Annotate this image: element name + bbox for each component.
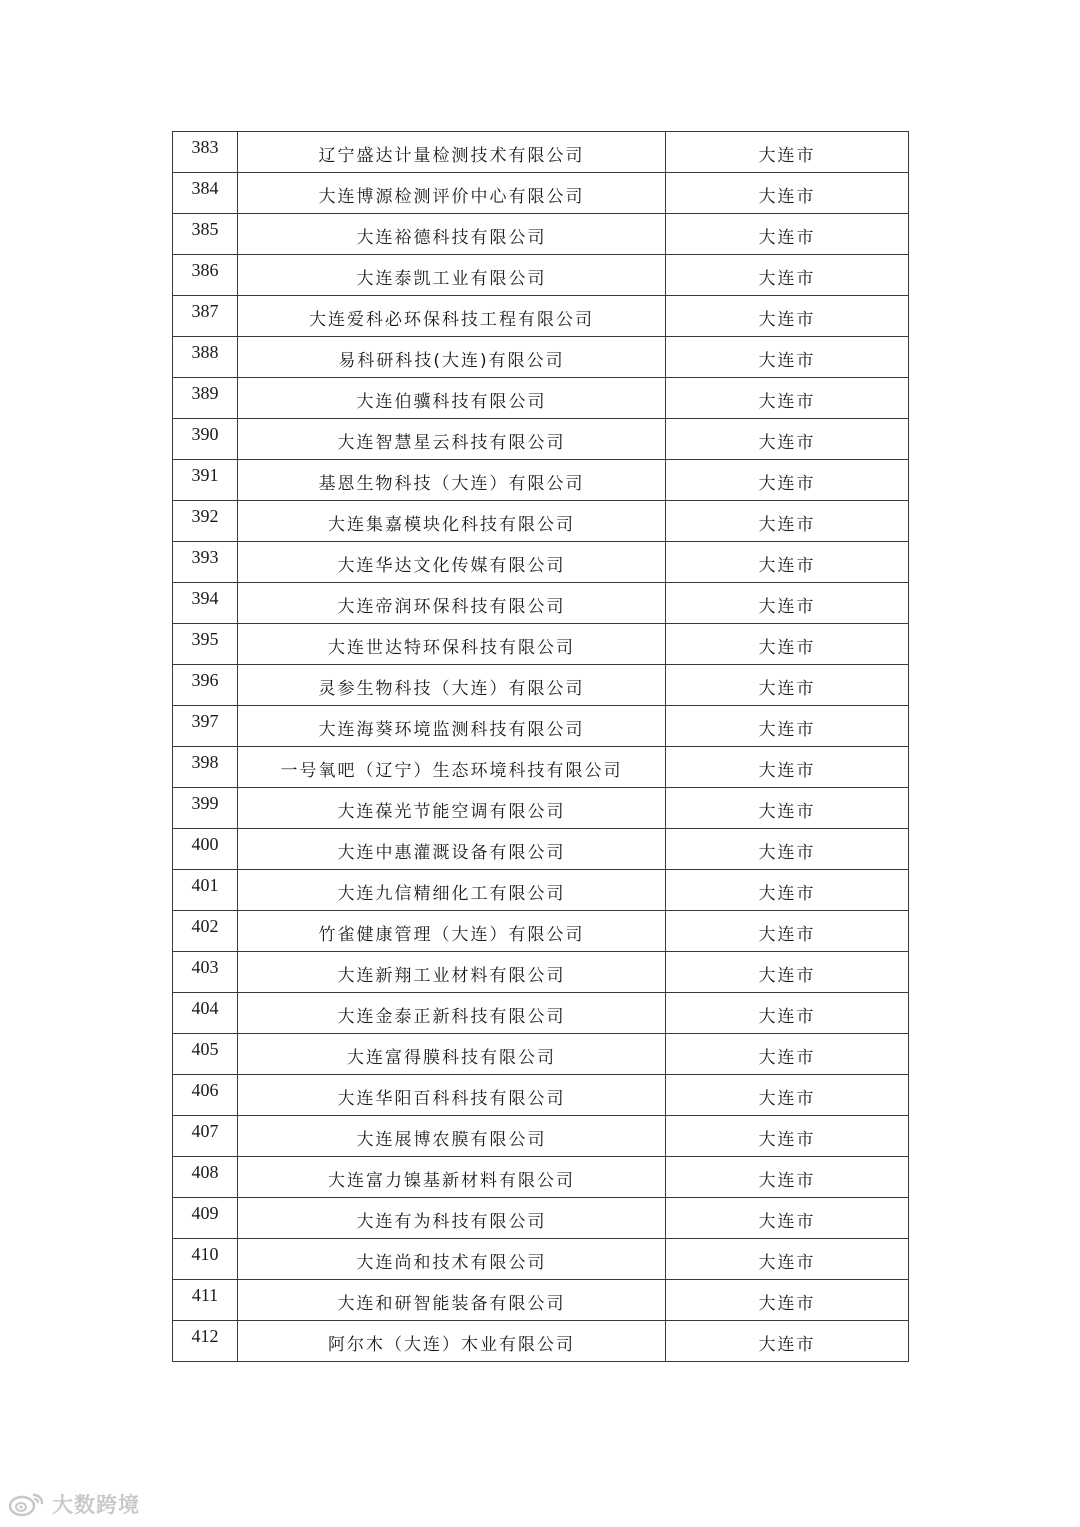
company-name-cell: 大连泰凯工业有限公司 (238, 255, 666, 296)
row-number-cell: 410 (173, 1239, 238, 1280)
table-row (173, 1116, 909, 1157)
table-row (173, 583, 909, 624)
company-name-cell: 大连智慧星云科技有限公司 (238, 419, 666, 460)
city-cell: 大连市 (666, 1280, 909, 1321)
company-name-cell: 大连葆光节能空调有限公司 (238, 788, 666, 829)
table-row (173, 788, 909, 829)
city-cell: 大连市 (666, 419, 909, 460)
row-number-cell: 406 (173, 1075, 238, 1116)
table-row (173, 296, 909, 337)
company-name-cell: 灵参生物科技（大连）有限公司 (238, 665, 666, 706)
city-cell: 大连市 (666, 1198, 909, 1239)
company-name-cell: 大连金泰正新科技有限公司 (238, 993, 666, 1034)
company-name-cell: 大连尚和技术有限公司 (238, 1239, 666, 1280)
company-name-cell: 大连博源检测评价中心有限公司 (238, 173, 666, 214)
company-name-cell: 大连有为科技有限公司 (238, 1198, 666, 1239)
city-cell: 大连市 (666, 1239, 909, 1280)
row-number-cell: 403 (173, 952, 238, 993)
city-cell: 大连市 (666, 1034, 909, 1075)
row-number-cell: 383 (173, 132, 238, 173)
city-cell: 大连市 (666, 911, 909, 952)
table-row (173, 993, 909, 1034)
table-row (173, 255, 909, 296)
table-row (173, 501, 909, 542)
row-number-cell: 392 (173, 501, 238, 542)
table-body (173, 132, 909, 1362)
company-name-cell: 大连世达特环保科技有限公司 (238, 624, 666, 665)
table-row (173, 870, 909, 911)
city-cell: 大连市 (666, 952, 909, 993)
city-cell: 大连市 (666, 1157, 909, 1198)
row-number-cell: 404 (173, 993, 238, 1034)
company-name-cell: 大连中惠灌溉设备有限公司 (238, 829, 666, 870)
company-name-cell: 大连富得膜科技有限公司 (238, 1034, 666, 1075)
company-name-cell: 基恩生物科技（大连）有限公司 (238, 460, 666, 501)
company-name-cell: 大连和研智能装备有限公司 (238, 1280, 666, 1321)
city-cell: 大连市 (666, 132, 909, 173)
row-number-cell: 399 (173, 788, 238, 829)
table-row (173, 1034, 909, 1075)
row-number-cell: 393 (173, 542, 238, 583)
table-row (173, 1280, 909, 1321)
row-number-cell: 386 (173, 255, 238, 296)
table-row (173, 1321, 909, 1362)
company-name-cell: 大连裕德科技有限公司 (238, 214, 666, 255)
table-row (173, 173, 909, 214)
watermark (8, 1489, 140, 1519)
table-row (173, 1157, 909, 1198)
city-cell: 大连市 (666, 460, 909, 501)
city-cell: 大连市 (666, 1321, 909, 1362)
company-name-cell: 大连展博农膜有限公司 (238, 1116, 666, 1157)
city-cell: 大连市 (666, 542, 909, 583)
table-row (173, 1075, 909, 1116)
city-cell: 大连市 (666, 337, 909, 378)
row-number-cell: 385 (173, 214, 238, 255)
row-number-cell: 395 (173, 624, 238, 665)
row-number-cell: 398 (173, 747, 238, 788)
company-name-cell: 大连华达文化传媒有限公司 (238, 542, 666, 583)
city-cell: 大连市 (666, 1075, 909, 1116)
city-cell: 大连市 (666, 747, 909, 788)
table-row (173, 542, 909, 583)
city-cell: 大连市 (666, 624, 909, 665)
city-cell: 大连市 (666, 1116, 909, 1157)
table-row (173, 665, 909, 706)
table-row (173, 132, 909, 173)
company-name-cell: 大连帝润环保科技有限公司 (238, 583, 666, 624)
company-name-cell: 阿尔木（大连）木业有限公司 (238, 1321, 666, 1362)
company-list-table (172, 131, 909, 1362)
company-name-cell: 大连富力镍基新材料有限公司 (238, 1157, 666, 1198)
row-number-cell: 405 (173, 1034, 238, 1075)
city-cell: 大连市 (666, 665, 909, 706)
row-number-cell: 397 (173, 706, 238, 747)
table-row (173, 460, 909, 501)
row-number-cell: 388 (173, 337, 238, 378)
weibo-logo-icon (8, 1491, 46, 1517)
company-list-table-container (172, 131, 909, 1362)
table-row (173, 1198, 909, 1239)
table-row (173, 624, 909, 665)
table-row (173, 747, 909, 788)
row-number-cell: 408 (173, 1157, 238, 1198)
city-cell: 大连市 (666, 378, 909, 419)
row-number-cell: 411 (173, 1280, 238, 1321)
company-name-cell: 一号氧吧（辽宁）生态环境科技有限公司 (238, 747, 666, 788)
company-name-cell: 大连伯骥科技有限公司 (238, 378, 666, 419)
company-name-cell: 大连海葵环境监测科技有限公司 (238, 706, 666, 747)
city-cell: 大连市 (666, 214, 909, 255)
table-row (173, 337, 909, 378)
row-number-cell: 402 (173, 911, 238, 952)
row-number-cell: 401 (173, 870, 238, 911)
city-cell: 大连市 (666, 583, 909, 624)
row-number-cell: 384 (173, 173, 238, 214)
company-name-cell: 大连九信精细化工有限公司 (238, 870, 666, 911)
row-number-cell: 387 (173, 296, 238, 337)
table-row (173, 829, 909, 870)
city-cell: 大连市 (666, 788, 909, 829)
table-row (173, 911, 909, 952)
table-row (173, 1239, 909, 1280)
row-number-cell: 389 (173, 378, 238, 419)
company-name-cell: 易科研科技(大连)有限公司 (238, 337, 666, 378)
company-name-cell: 竹雀健康管理（大连）有限公司 (238, 911, 666, 952)
city-cell: 大连市 (666, 173, 909, 214)
company-name-cell: 大连集嘉模块化科技有限公司 (238, 501, 666, 542)
watermark-text: 大数跨境 (52, 1493, 140, 1517)
table-row (173, 378, 909, 419)
row-number-cell: 407 (173, 1116, 238, 1157)
company-name-cell: 大连爱科必环保科技工程有限公司 (238, 296, 666, 337)
company-name-cell: 辽宁盛达计量检测技术有限公司 (238, 132, 666, 173)
city-cell: 大连市 (666, 255, 909, 296)
city-cell: 大连市 (666, 870, 909, 911)
row-number-cell: 391 (173, 460, 238, 501)
city-cell: 大连市 (666, 296, 909, 337)
table-row (173, 419, 909, 460)
city-cell: 大连市 (666, 501, 909, 542)
city-cell: 大连市 (666, 706, 909, 747)
city-cell: 大连市 (666, 993, 909, 1034)
row-number-cell: 412 (173, 1321, 238, 1362)
row-number-cell: 390 (173, 419, 238, 460)
row-number-cell: 400 (173, 829, 238, 870)
table-row (173, 952, 909, 993)
company-name-cell: 大连华阳百科科技有限公司 (238, 1075, 666, 1116)
row-number-cell: 409 (173, 1198, 238, 1239)
table-row (173, 706, 909, 747)
table-row (173, 214, 909, 255)
city-cell: 大连市 (666, 829, 909, 870)
row-number-cell: 394 (173, 583, 238, 624)
company-name-cell: 大连新翔工业材料有限公司 (238, 952, 666, 993)
row-number-cell: 396 (173, 665, 238, 706)
